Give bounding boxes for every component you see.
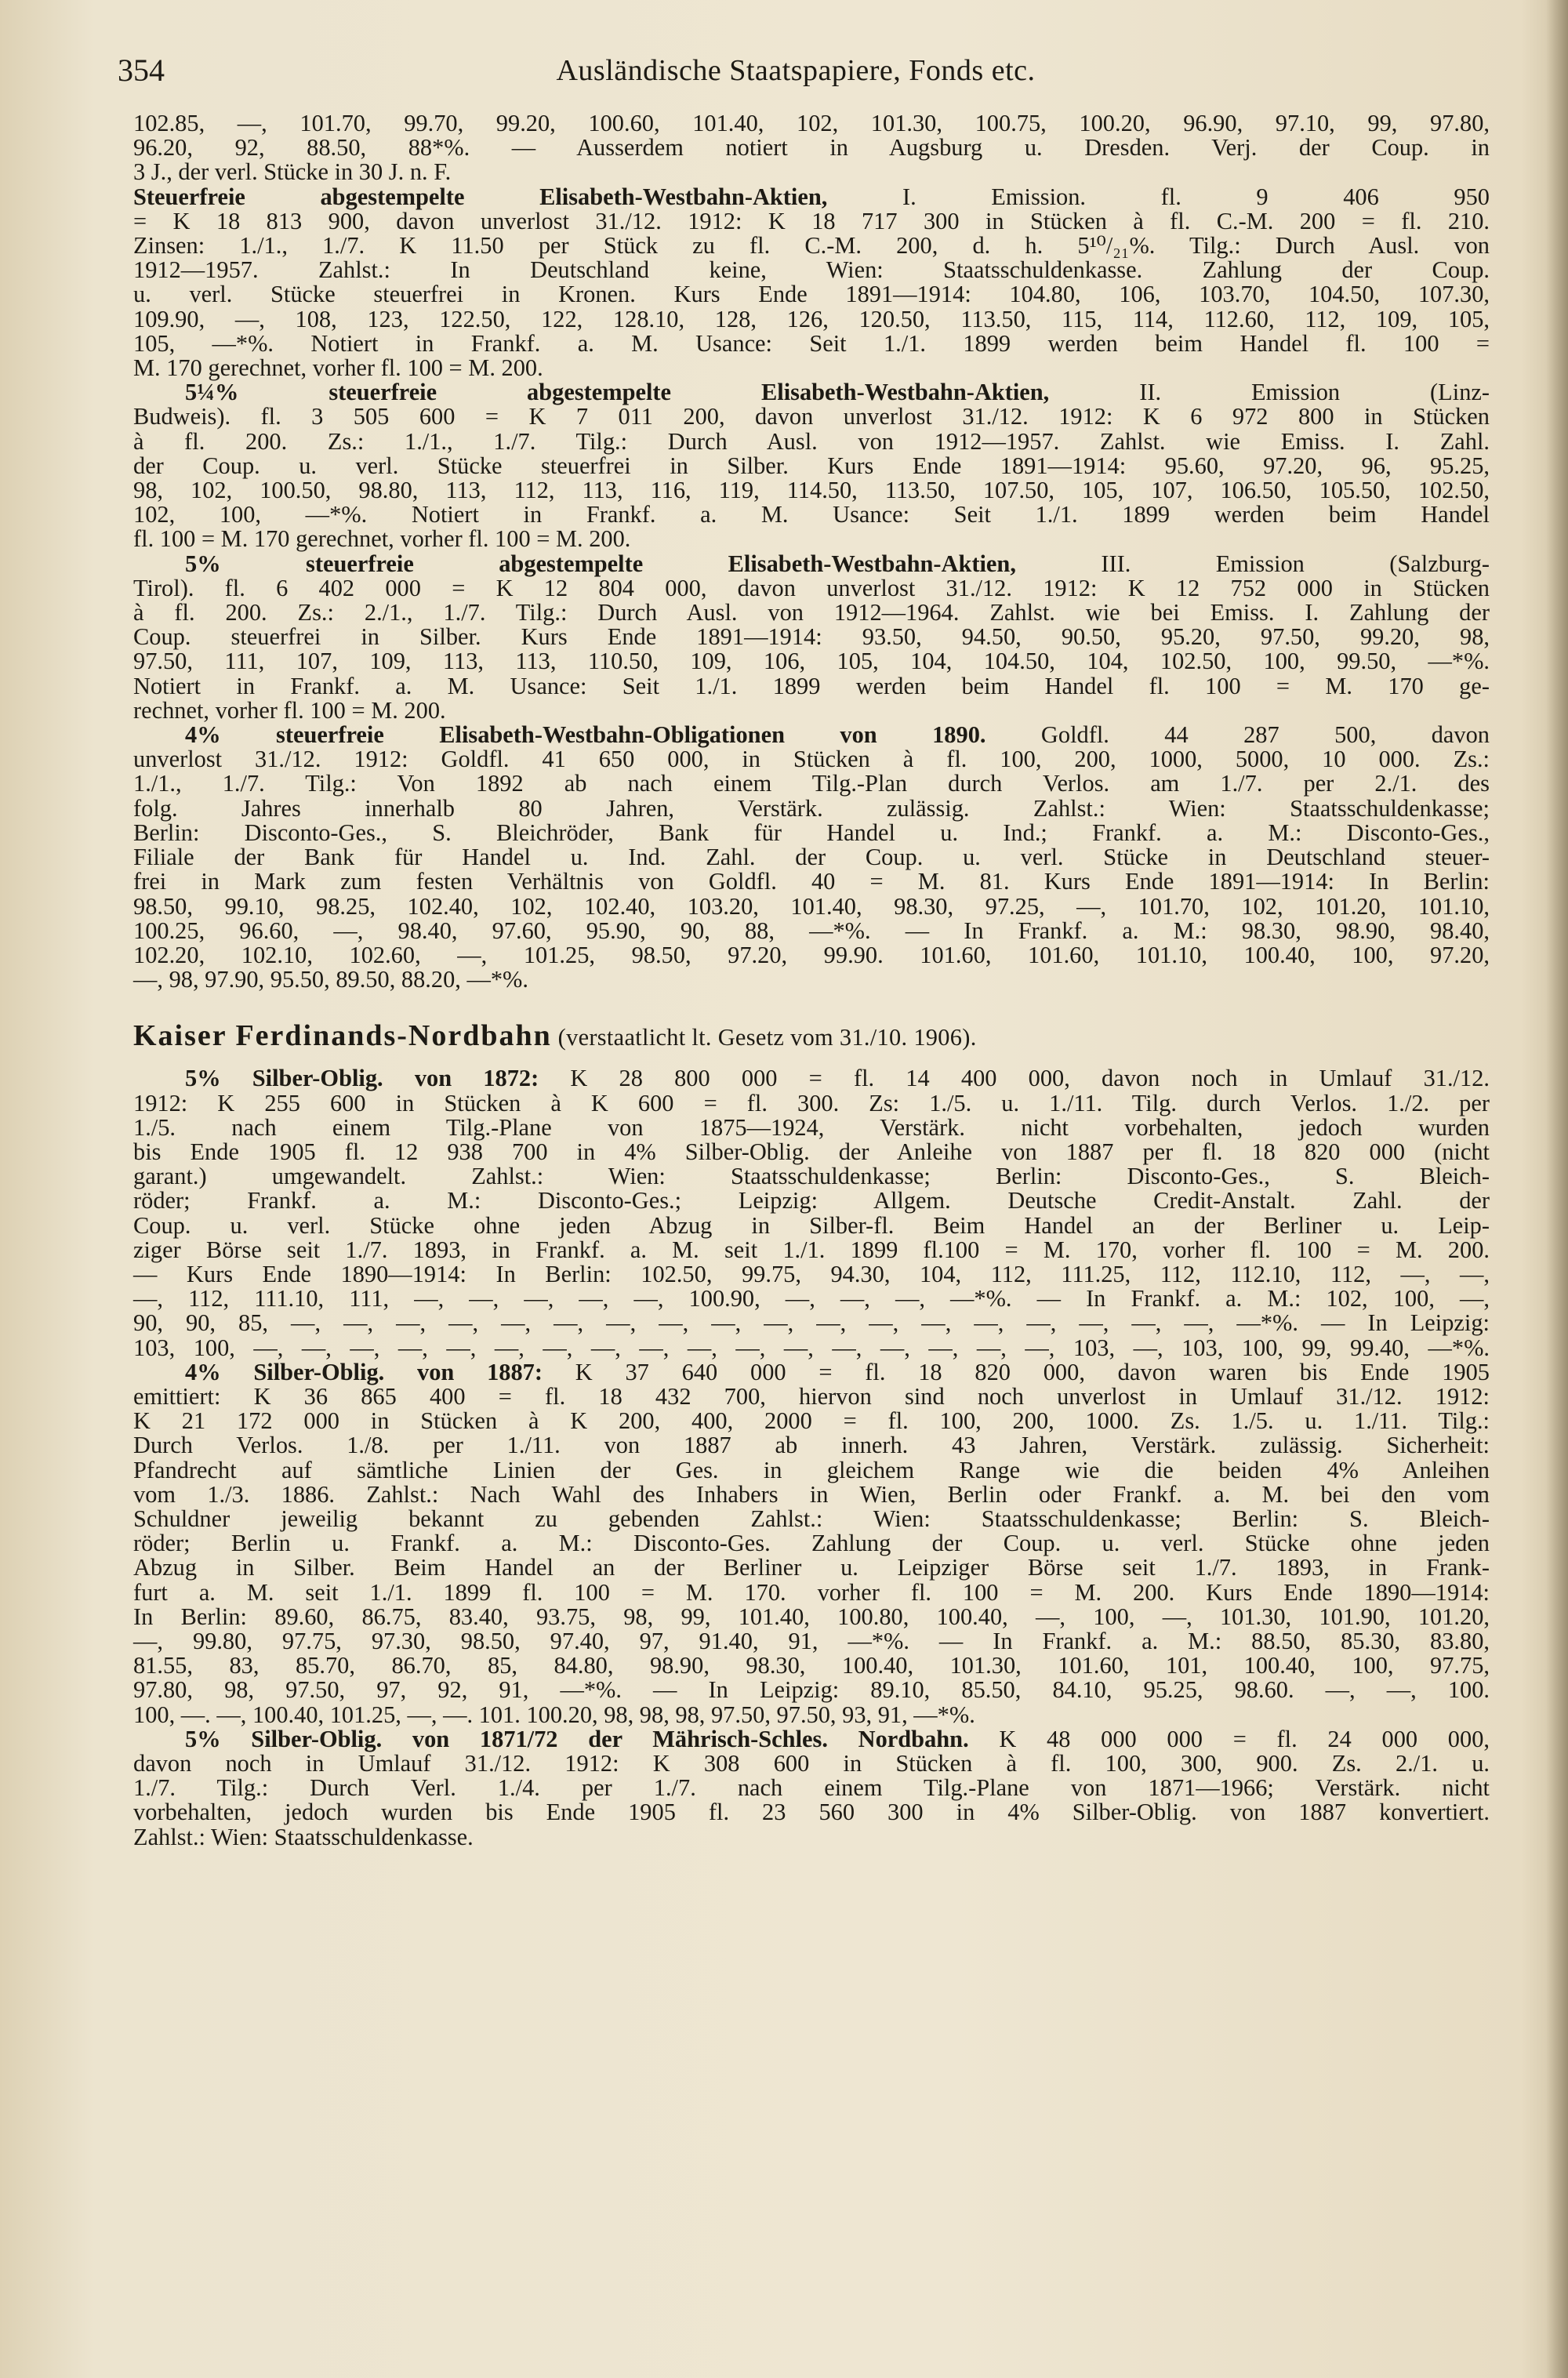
- text-line: fl. 100 = M. 170 gerechnet, vorher fl. 100 = M. 200.: [133, 525, 631, 553]
- text-line: 1912: K 255 600 in Stücken à K 600 = fl. 300. Zs: 1./5. u. 1./11. Tilg. durch Verlos. 1./2. per: [133, 1089, 1490, 1116]
- page-number: 354: [118, 53, 165, 88]
- section-heading: [133, 1020, 1490, 1053]
- text-line: vorbehalten, jedoch wurden bis Ende 1905 fl. 23 560 300 in 4% Silber-Oblig. von 1887 konvertiert.: [133, 1799, 1490, 1826]
- text-line: röder; Frankf. a. M.: Disconto-Ges.; Leipzig: Allgem. Deutsche Credit-Anstalt. Zahl. der: [133, 1187, 1490, 1214]
- entry-text: III. Emission (Salzburg-: [1015, 550, 1490, 577]
- text-line: 96.20, 92, 88.50, 88*%. — Ausserdem notiert in Augsburg u. Dresden. Verj. der Coup. in: [133, 134, 1490, 162]
- text-line: Coup. steuerfrei in Silber. Kurs Ende 1891—1914: 93.50, 94.50, 90.50, 95.20, 97.50, 99.20, 98,: [133, 623, 1490, 651]
- text-line: Berlin: Disconto-Ges., S. Bleichröder, Bank für Handel u. Ind.; Frankf. a. M.: Disconto-Ges.,: [133, 819, 1490, 846]
- text-line: 1912—1957. Zahlst.: In Deutschland keine, Wien: Staatsschuldenkasse. Zahlung der Coup.: [133, 256, 1490, 284]
- text-line: Coup. u. verl. Stücke ohne jeden Abzug in Silber-fl. Beim Handel an der Berliner u. Leip-: [133, 1211, 1490, 1239]
- running-title: Ausländische Staatspapiere, Fonds etc.: [556, 54, 1036, 87]
- text-line: 81.55, 83, 85.70, 86.70, 85, 84.80, 98.90, 98.30, 100.40, 101.30, 101.60, 101, 100.40, 100, 97.75,: [133, 1652, 1490, 1679]
- entry-title: 5% Silber-Oblig. von 1872:: [185, 1065, 539, 1092]
- entry-text: K 28 800 000 = fl. 14 400 000, davon noch in Umlauf 31./12.: [539, 1065, 1490, 1092]
- text-line: u. verl. Stücke steuerfrei in Kronen. Kurs Ende 1891—1914: 104.80, 106, 103.70, 104.50, 107.30,: [133, 281, 1490, 308]
- entry-title: 4% steuerfreie Elisabeth-Westbahn-Obligationen von 1890.: [185, 721, 986, 749]
- text-line: — Kurs Ende 1890—1914: In Berlin: 102.50, 99.75, 94.30, 104, 112, 111.25, 112, 112.10, 112, —, —,: [133, 1260, 1490, 1287]
- text-line: röder; Berlin u. Frankf. a. M.: Disconto-Ges. Zahlung der Coup. u. verl. Stücke ohne jeden: [133, 1530, 1490, 1557]
- entry-text: K 37 640 000 = fl. 18 820 000, davon waren bis Ende 1905: [542, 1358, 1490, 1385]
- text-line: garant.) umgewandelt. Zahlst.: Wien: Staatsschuldenkasse; Berlin: Disconto-Ges., S. Bleich-: [133, 1163, 1490, 1190]
- text-line: 103, 100, —, —, —, —, —, —, —, —, —, —, —, —, —, —, —, —, —, 103, —, 103, 100, 99, 99.40, —*%.: [133, 1334, 1490, 1361]
- text-line: Pfandrecht auf sämtliche Linien der Ges. in gleichem Range wie die beiden 4% Anleihen: [133, 1456, 1490, 1483]
- text-line: K 21 172 000 in Stücken à K 200, 400, 2000 = fl. 100, 200, 1000. Zs. 1./5. u. 1./11. Tilg.:: [133, 1407, 1490, 1435]
- section-gap: [133, 992, 1490, 1020]
- text-line: 98, 102, 100.50, 98.80, 113, 112, 113, 116, 119, 114.50, 113.50, 107.50, 105, 107, 106.50, 105.50, 102.50,: [133, 477, 1490, 504]
- entry-first-line: [133, 552, 1490, 576]
- text-line: 97.50, 111, 107, 109, 113, 113, 110.50, 109, 106, 105, 104, 104.50, 104, 102.50, 100, 99.50, —*%.: [133, 648, 1490, 675]
- text-line: 97.80, 98, 97.50, 97, 92, 91, —*%. — In Leipzig: 89.10, 85.50, 84.10, 95.25, 98.60. —, —, 100.: [133, 1676, 1490, 1704]
- entry-first-line: [133, 1360, 1490, 1385]
- text-line: à fl. 200. Zs.: 1./1., 1./7. Tilg.: Durch Ausl. von 1912—1957. Zahlst. wie Emiss. I. Zahl.: [133, 427, 1490, 455]
- text-line: 102.85, —, 101.70, 99.70, 99.20, 100.60, 101.40, 102, 101.30, 100.75, 100.20, 96.90, 97.10, 99, 97.80,: [133, 110, 1490, 136]
- text-line: ziger Börse seit 1./7. 1893, in Frankf. a. M. seit 1./1. 1899 fl.100 = M. 170, vorher fl. 100 = M. 200.: [133, 1236, 1490, 1263]
- text-line: 98.50, 99.10, 98.25, 102.40, 102, 102.40, 103.20, 101.40, 98.30, 97.25, —, 101.70, 102, 101.20, 101.10,: [133, 892, 1490, 920]
- text-line: 3 J., der verl. Stücke in 30 J. n. F.: [133, 158, 452, 186]
- entry-first-line: [133, 380, 1490, 405]
- text-line: 102, 100, —*%. Notiert in Frankf. a. M. Usance: Seit 1./1. 1899 werden beim Handel: [133, 501, 1490, 528]
- text-line: 1./1., 1./7. Tilg.: Von 1892 ab nach einem Tilg.-Plan durch Verlos. am 1./7. per 2./1. des: [133, 770, 1490, 797]
- text-line: furt a. M. seit 1./1. 1899 fl. 100 = M. 170. vorher fl. 100 = M. 200. Kurs Ende 1890—1914:: [133, 1578, 1490, 1606]
- text-line: 90, 90, 85, —, —, —, —, —, —, —, —, —, —, —, —, —, —, —, —, —, —, —*%. — In Leipzig:: [133, 1309, 1490, 1337]
- text-line: bis Ende 1905 fl. 12 938 700 in 4% Silber-Oblig. der Anleihe von 1887 per fl. 18 820 000 (nicht: [133, 1138, 1490, 1165]
- text-line: folg. Jahres innerhalb 80 Jahren, Verstärk. zulässig. Zahlst.: Wien: Staatsschuldenkasse;: [133, 794, 1490, 822]
- entry-title: 5¼% steuerfreie abgestempelte Elisabeth-Westbahn-Aktien,: [185, 379, 1050, 406]
- entry-first-line: [133, 1066, 1490, 1091]
- entry-title: Steuerfreie abgestempelte Elisabeth-Westbahn-Aktien,: [133, 183, 828, 210]
- page-header: [118, 49, 1474, 93]
- text-line: 100, —. —, 100.40, 101.25, —, —. 101. 100.20, 98, 98, 98, 97.50, 97.50, 93, 91, —*%.: [133, 1701, 975, 1728]
- entry-text: II. Emission (Linz-: [1049, 379, 1490, 406]
- text-line: Budweis). fl. 3 505 600 = K 7 011 200, davon unverlost 31./12. 1912: K 6 972 800 in Stücken: [133, 403, 1490, 430]
- entry-text: K 48 000 000 = fl. 24 000 000,: [968, 1725, 1490, 1752]
- entry-first-line: [133, 723, 1490, 747]
- text-line: frei in Mark zum festen Verhältnis von Goldfl. 40 = M. 81. Kurs Ende 1891—1914: In Berlin:: [133, 868, 1490, 895]
- entry-title: 5% steuerfreie abgestempelte Elisabeth-Westbahn-Aktien,: [185, 550, 1016, 577]
- text-line: Notiert in Frankf. a. M. Usance: Seit 1./1. 1899 werden beim Handel fl. 100 = M. 170 ge-: [133, 672, 1490, 699]
- text-line: Tirol). fl. 6 402 000 = K 12 804 000, davon unverlost 31./12. 1912: K 12 752 000 in Stücken: [133, 574, 1490, 601]
- text-line: rechnet, vorher fl. 100 = M. 200.: [133, 696, 446, 724]
- entry-first-line: [133, 185, 1490, 209]
- text-line: Zinsen: 1./1., 1./7. K 11.50 per Stück zu fl. C.-M. 200, d. h. 5¹⁰/₂₁%. Tilg.: Durch Ausl. von: [133, 232, 1490, 260]
- text-line: 109.90, —, 108, 123, 122.50, 122, 128.10, 128, 126, 120.50, 113.50, 115, 114, 112.60, 112, 109, 105,: [133, 305, 1490, 332]
- text-line: à fl. 200. Zs.: 2./1., 1./7. Tilg.: Durch Ausl. von 1912—1964. Zahlst. wie bei Emiss. I. Zahlung der: [133, 599, 1490, 626]
- section-title: Kaiser Ferdinands-Nordbahn: [133, 1019, 552, 1053]
- text-line: —, 98, 97.90, 95.50, 89.50, 88.20, —*%.: [133, 966, 528, 993]
- text-line: M. 170 gerechnet, vorher fl. 100 = M. 200.: [133, 354, 543, 382]
- text-line: der Coup. u. verl. Stücke steuerfrei in Silber. Kurs Ende 1891—1914: 95.60, 97.20, 96, 95.25,: [133, 452, 1490, 479]
- text-line: Zahlst.: Wien: Staatsschuldenkasse.: [133, 1823, 474, 1850]
- text-line: Filiale der Bank für Handel u. Ind. Zahl. der Coup. u. verl. Stücke in Deutschland steuer-: [133, 844, 1490, 871]
- document-body: [133, 111, 1490, 1850]
- text-line: —, 112, 111.10, 111, —, —, —, —, —, 100.90, —, —, —, —*%. — In Frankf. a. M.: 102, 100, —,: [133, 1285, 1490, 1312]
- entry-text: I. Emission. fl. 9 406 950: [827, 183, 1490, 210]
- entry-title: 4% Silber-Oblig. von 1887:: [185, 1358, 543, 1385]
- text-line: 102.20, 102.10, 102.60, —, 101.25, 98.50, 97.20, 99.90. 101.60, 101.60, 101.10, 100.40, 100, 97.20,: [133, 941, 1490, 968]
- section-subtitle: (verstaatlicht lt. Gesetz vom 31./10. 1906).: [551, 1024, 977, 1051]
- text-line: —, 99.80, 97.75, 97.30, 98.50, 97.40, 97, 91.40, 91, —*%. — In Frankf. a. M.: 88.50, 85.30, 83.80,: [133, 1627, 1490, 1654]
- text-line: 105, —*%. Notiert in Frankf. a. M. Usance: Seit 1./1. 1899 werden beim Handel fl. 100 =: [133, 329, 1490, 357]
- text-line: unverlost 31./12. 1912: Goldfl. 41 650 000, in Stücken à fl. 100, 200, 1000, 5000, 10 000. Zs.:: [133, 746, 1490, 773]
- text-line: Schuldner jeweilig bekannt zu gebenden Zahlst.: Wien: Staatsschuldenkasse; Berlin: S. Bleich-: [133, 1505, 1490, 1532]
- text-line: 100.25, 96.60, —, 98.40, 97.60, 95.90, 90, 88, —*%. — In Frankf. a. M.: 98.30, 98.90, 98.40,: [133, 917, 1490, 944]
- entry-first-line: [133, 1727, 1490, 1752]
- text-line: 1./7. Tilg.: Durch Verl. 1./4. per 1./7. nach einem Tilg.-Plane von 1871—1966; Verstärk. nicht: [133, 1774, 1490, 1802]
- text-line: In Berlin: 89.60, 86.75, 83.40, 93.75, 98, 99, 101.40, 100.80, 100.40, —, 100, —, 101.30, 101.90, 101.20,: [133, 1603, 1490, 1630]
- text-line: davon noch in Umlauf 31./12. 1912: K 308 600 in Stücken à fl. 100, 300, 900. Zs. 2./1. u.: [133, 1750, 1490, 1777]
- text-line: 1./5. nach einem Tilg.-Plane von 1875—1924, Verstärk. nicht vorbehalten, jedoch wurden: [133, 1113, 1490, 1141]
- text-line: Durch Verlos. 1./8. per 1./11. von 1887 ab innerh. 43 Jahren, Verstärk. zulässig. Sicherheit:: [133, 1432, 1490, 1459]
- text-line: vom 1./3. 1886. Zahlst.: Nach Wahl des Inhabers in Wien, Berlin oder Frankf. a. M. bei den vom: [133, 1480, 1490, 1508]
- text-line: emittiert: K 36 865 400 = fl. 18 432 700, hiervon sind noch unverlost in Umlauf 31./12. 1912:: [133, 1382, 1490, 1410]
- entry-text: Goldfl. 44 287 500, davon: [985, 721, 1490, 749]
- text-line: Abzug in Silber. Beim Handel an der Berliner u. Leipziger Börse seit 1./7. 1893, in Frank-: [133, 1554, 1490, 1581]
- text-line: = K 18 813 900, davon unverlost 31./12. 1912: K 18 717 300 in Stücken à fl. C.-M. 200 = fl. 210.: [133, 207, 1490, 234]
- entry-title: 5% Silber-Oblig. von 1871/72 der Mährisch-Schles. Nordbahn.: [185, 1725, 969, 1752]
